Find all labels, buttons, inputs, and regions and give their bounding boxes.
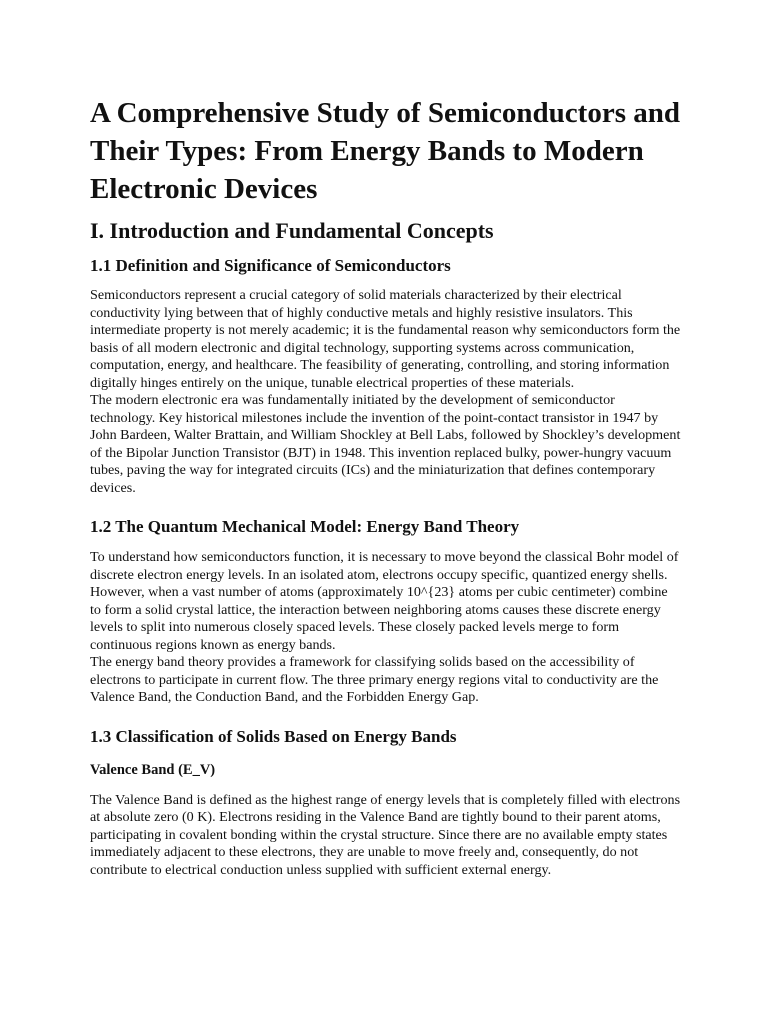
subsection-heading-1-3: 1.3 Classification of Solids Based on Energy Bands — [90, 726, 457, 746]
valence-band-heading: Valence Band (E_V) — [90, 761, 216, 778]
document-title: A Comprehensive Study of Semiconductors and Their Types: From Energy Bands to Modern Electronic Devices — [90, 97, 680, 205]
valence-band-body — [90, 792, 682, 880]
section-heading-introduction: I. Introduction and Fundamental Concepts — [90, 218, 494, 243]
paragraph-definition: Semiconductors represent a crucial category of solid materials characterized by their electrical conductivity lying between that of highly conductive metals and highly resistive insulators. This intermediate property is not merely academic; it is the fundamental reason why semiconductors form the basis of all modern electronic and digital technology, supporting systems across communication, computation, energy, and healthcare. The feasibility of generating, controlling, and storing information digitally hinges entirely on the unique, tunable electrical properties of these materials. — [90, 287, 681, 391]
document-page — [90, 94, 682, 879]
subsection-heading-1-2: 1.2 The Quantum Mechanical Model: Energy Band Theory — [90, 517, 520, 536]
subsection-body-1-1 — [90, 287, 682, 497]
paragraph-valence-band: The Valence Band is defined as the highest range of energy levels that is completely filled with electrons at absolute zero (0 K). Electrons residing in the Valence Band are tightly bound to their parent atoms, participating in covalent bonding within the crystal structure. Since there are no available empty states immediately adjacent to these electrons, they are unable to move freely and, consequently, do not contribute to electrical conduction unless supplied with sufficient external energy. — [90, 791, 681, 878]
paragraph-history: The modern electronic era was fundamentally initiated by the development of semiconductor technology. Key historical milestones include the invention of the point-contact transistor in 1947 by John Bardeen, Walter Brattain, and William Shockley at Bell Labs, followed by Shockley’s development of the Bipolar Junction Transistor (BJT) in 1948. This invention replaced bulky, power-hungry vacuum tubes, paving the way for integrated circuits (ICs) and the miniaturization that defines contemporary devices. — [90, 392, 681, 496]
paragraph-band-theory: The energy band theory provides a framework for classifying solids based on the accessibility of electrons to participate in current flow. The three primary energy regions vital to conductivity are the Valence Band, the Conduction Band, and the Forbidden Energy Gap. — [90, 654, 659, 705]
subsection-body-1-2 — [90, 549, 682, 707]
subsection-heading-1-1: 1.1 Definition and Significance of Semiconductors — [90, 256, 451, 275]
paragraph-band-formation: To understand how semiconductors function, it is necessary to move beyond the classical Bohr model of discrete electron energy levels. In an isolated atom, electrons occupy specific, quantized energy shells. However, when a vast number of atoms (approximately 10^{23} atoms per cubic centimeter) combine to form a solid crystal lattice, the interaction between neighboring atoms causes these discrete energy levels to split into numerous closely spaced levels. These closely packed levels merge to form continuous regions known as energy bands. — [90, 549, 679, 653]
